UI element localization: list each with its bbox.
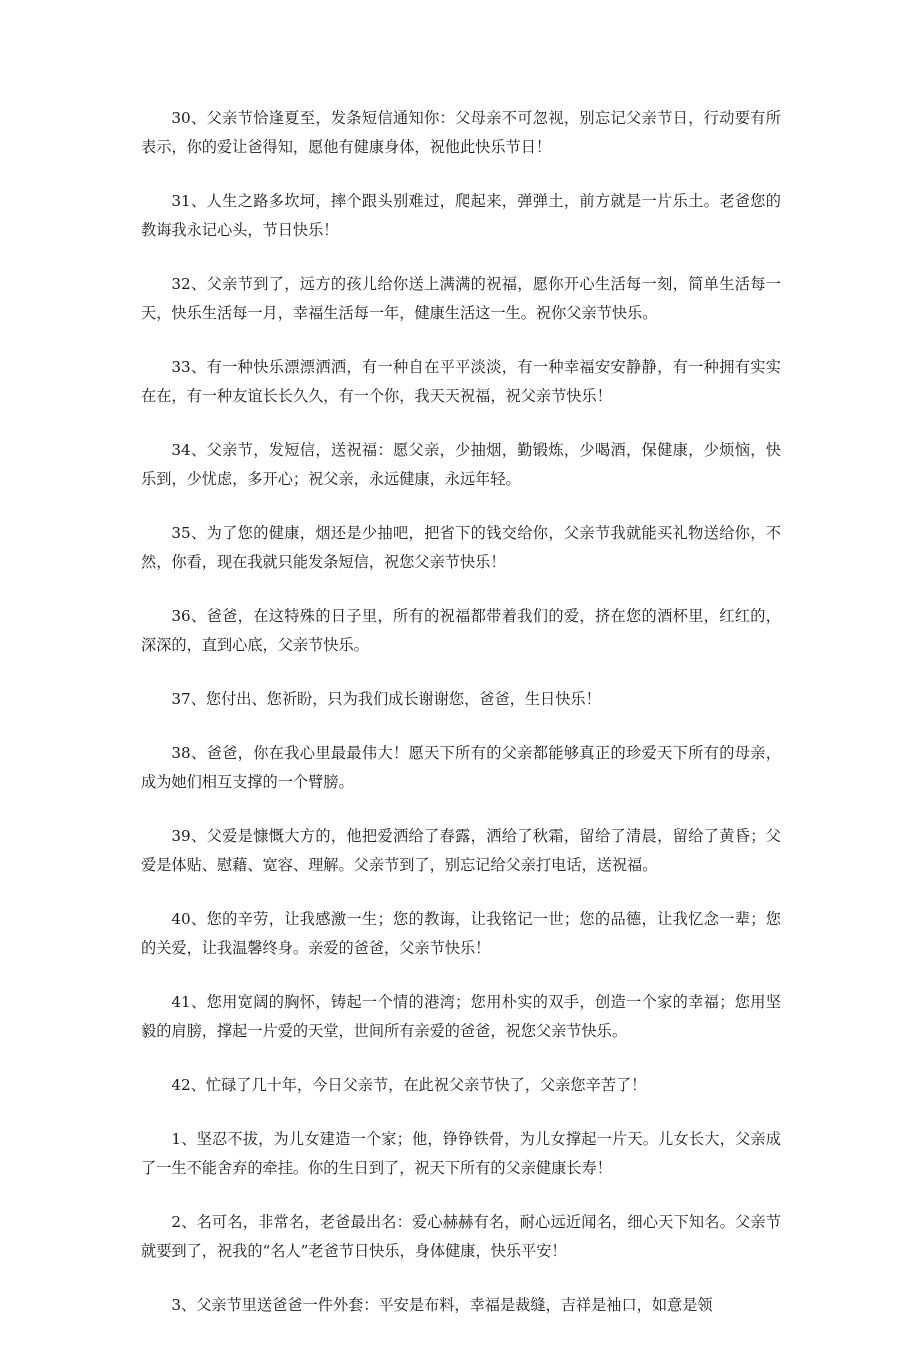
paragraph-36: 36、爸爸，在这特殊的日子里，所有的祝福都带着我们的爱，挤在您的酒杯里，红红的，深深的，直到心底，父亲节快乐。 bbox=[141, 607, 781, 654]
paragraph-3: 3、父亲节里送爸爸一件外套：平安是布料，幸福是裁缝，吉祥是袖口，如意是领 bbox=[171, 1296, 713, 1314]
document-body bbox=[141, 104, 781, 1345]
paragraph-35: 35、为了您的健康，烟还是少抽吧，把省下的钱交给你，父亲节我就能买礼物送给你，不然，你看，现在我就只能发条短信，祝您父亲节快乐！ bbox=[141, 524, 781, 571]
paragraph-31: 31、人生之路多坎坷，摔个跟头别难过，爬起来，弹弹土，前方就是一片乐土。老爸您的教诲我永记心头，节日快乐！ bbox=[141, 192, 781, 239]
paragraph-2: 2、名可名，非常名，老爸最出名：爱心赫赫有名，耐心远近闻名，细心天下知名。父亲节就要到了，祝我的“名人”老爸节日快乐，身体健康，快乐平安！ bbox=[141, 1213, 781, 1260]
paragraph-39: 39、父爱是慷慨大方的，他把爱洒给了春露，洒给了秋霜，留给了清晨，留给了黄昏；父爱是体贴、慰藉、宽容、理解。父亲节到了，别忘记给父亲打电话，送祝福。 bbox=[141, 827, 781, 874]
paragraph-38: 38、爸爸，你在我心里最最伟大！愿天下所有的父亲都能够真正的珍爱天下所有的母亲，成为她们相互支撑的一个臂膀。 bbox=[141, 744, 781, 791]
paragraph-32: 32、父亲节到了，远方的孩儿给你送上满满的祝福，愿你开心生活每一刻，简单生活每一天，快乐生活每一月，幸福生活每一年，健康生活这一生。祝你父亲节快乐。 bbox=[141, 275, 781, 322]
paragraph-34: 34、父亲节，发短信，送祝福：愿父亲，少抽烟，勤锻炼，少喝酒，保健康，少烦恼，快乐到，少忧虑，多开心；祝父亲，永远健康，永远年轻。 bbox=[141, 441, 781, 488]
paragraph-42: 42、忙碌了几十年，今日父亲节，在此祝父亲节快了，父亲您辛苦了！ bbox=[171, 1076, 647, 1094]
paragraph-1: 1、坚忍不拔，为儿女建造一个家；他，铮铮铁骨，为儿女撑起一片天。儿女长大，父亲成了一生不能舍弃的牵挂。你的生日到了，祝天下所有的父亲健康长寿！ bbox=[141, 1130, 781, 1177]
paragraph-30: 30、父亲节恰逢夏至，发条短信通知你：父母亲不可忽视，别忘记父亲节日，行动要有所表示，你的爱让爸得知，愿他有健康身体，祝他此快乐节日！ bbox=[141, 109, 781, 156]
paragraph-40: 40、您的辛劳，让我感激一生；您的教诲，让我铭记一世；您的品德，让我忆念一辈；您的关爱，让我温馨终身。亲爱的爸爸，父亲节快乐！ bbox=[141, 910, 781, 957]
paragraph-37: 37、您付出、您祈盼，只为我们成长谢谢您，爸爸，生日快乐！ bbox=[171, 690, 601, 708]
paragraph-33: 33、有一种快乐漂漂洒洒，有一种自在平平淡淡，有一种幸福安安静静，有一种拥有实实在在，有一种友谊长长久久，有一个你，我天天祝福，祝父亲节快乐！ bbox=[141, 358, 781, 405]
paragraph-41: 41、您用宽阔的胸怀，铸起一个情的港湾；您用朴实的双手，创造一个家的幸福；您用坚毅的肩膀，撑起一片爱的天堂，世间所有亲爱的爸爸，祝您父亲节快乐。 bbox=[141, 993, 781, 1040]
